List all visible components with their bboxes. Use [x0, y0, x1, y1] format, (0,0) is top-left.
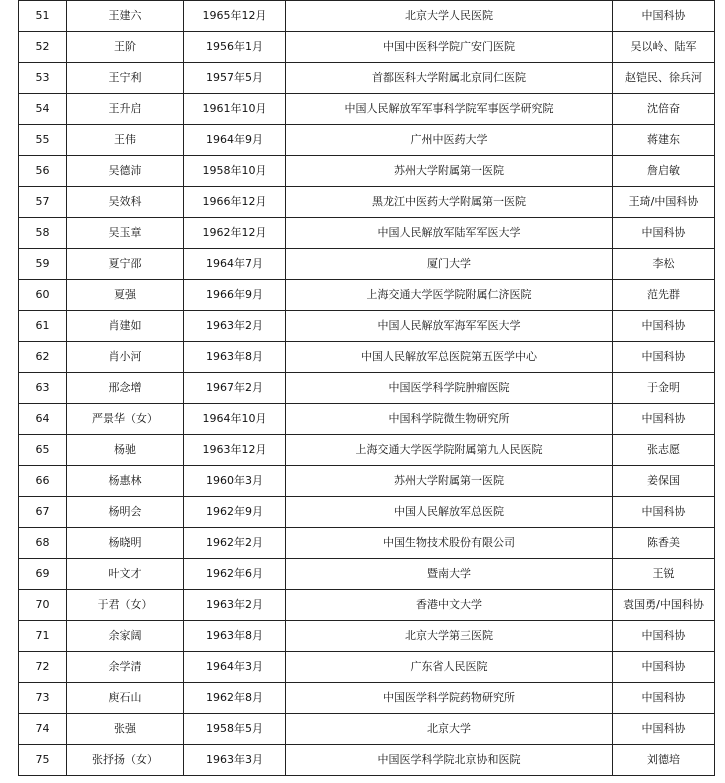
- name-cell: 余学清: [67, 652, 184, 683]
- recommender-cell: 中国科协: [613, 621, 715, 652]
- name-cell: 张抒扬（女）: [67, 745, 184, 776]
- serial-number-cell: 53: [19, 63, 67, 94]
- birth-date-cell: 1963年8月: [184, 621, 286, 652]
- serial-number-cell: 68: [19, 528, 67, 559]
- work-unit-cell: 中国中医科学院广安门医院: [286, 32, 613, 63]
- recommender-cell: 中国科协: [613, 311, 715, 342]
- table-row: [19, 187, 715, 218]
- table-row: [19, 652, 715, 683]
- table-row: [19, 528, 715, 559]
- recommender-cell: 中国科协: [613, 683, 715, 714]
- table-row: [19, 125, 715, 156]
- recommender-cell: 中国科协: [613, 404, 715, 435]
- table-row: [19, 280, 715, 311]
- work-unit-cell: 苏州大学附属第一医院: [286, 156, 613, 187]
- name-cell: 余家阔: [67, 621, 184, 652]
- serial-number-cell: 75: [19, 745, 67, 776]
- birth-date-cell: 1965年12月: [184, 1, 286, 32]
- work-unit-cell: 香港中文大学: [286, 590, 613, 621]
- birth-date-cell: 1966年12月: [184, 187, 286, 218]
- recommender-cell: 姜保国: [613, 466, 715, 497]
- recommender-cell: 赵铠民、徐兵河: [613, 63, 715, 94]
- table-row: [19, 590, 715, 621]
- table-row: [19, 497, 715, 528]
- recommender-cell: 于金明: [613, 373, 715, 404]
- birth-date-cell: 1961年10月: [184, 94, 286, 125]
- serial-number-cell: 72: [19, 652, 67, 683]
- name-cell: 杨惠林: [67, 466, 184, 497]
- candidate-list-sheet: [18, 0, 714, 776]
- serial-number-cell: 73: [19, 683, 67, 714]
- recommender-cell: 中国科协: [613, 342, 715, 373]
- birth-date-cell: 1964年3月: [184, 652, 286, 683]
- serial-number-cell: 55: [19, 125, 67, 156]
- birth-date-cell: 1963年2月: [184, 590, 286, 621]
- name-cell: 王伟: [67, 125, 184, 156]
- serial-number-cell: 57: [19, 187, 67, 218]
- name-cell: 杨驰: [67, 435, 184, 466]
- birth-date-cell: 1963年2月: [184, 311, 286, 342]
- recommender-cell: 中国科协: [613, 1, 715, 32]
- name-cell: 杨明会: [67, 497, 184, 528]
- table-row: [19, 1, 715, 32]
- recommender-cell: 中国科协: [613, 652, 715, 683]
- serial-number-cell: 56: [19, 156, 67, 187]
- work-unit-cell: 中国医学科学院肿瘤医院: [286, 373, 613, 404]
- birth-date-cell: 1963年3月: [184, 745, 286, 776]
- work-unit-cell: 北京大学: [286, 714, 613, 745]
- table-row: [19, 714, 715, 745]
- table-row: [19, 311, 715, 342]
- serial-number-cell: 51: [19, 1, 67, 32]
- birth-date-cell: 1963年8月: [184, 342, 286, 373]
- name-cell: 肖建如: [67, 311, 184, 342]
- work-unit-cell: 广州中医药大学: [286, 125, 613, 156]
- serial-number-cell: 54: [19, 94, 67, 125]
- name-cell: 王建六: [67, 1, 184, 32]
- work-unit-cell: 上海交通大学医学院附属仁济医院: [286, 280, 613, 311]
- work-unit-cell: 黑龙江中医药大学附属第一医院: [286, 187, 613, 218]
- table-row: [19, 745, 715, 776]
- work-unit-cell: 北京大学人民医院: [286, 1, 613, 32]
- birth-date-cell: 1962年12月: [184, 218, 286, 249]
- name-cell: 庾石山: [67, 683, 184, 714]
- table-row: [19, 683, 715, 714]
- name-cell: 吴德沛: [67, 156, 184, 187]
- work-unit-cell: 中国医学科学院北京协和医院: [286, 745, 613, 776]
- table-row: [19, 249, 715, 280]
- table-row: [19, 404, 715, 435]
- name-cell: 邢念增: [67, 373, 184, 404]
- name-cell: 杨晓明: [67, 528, 184, 559]
- work-unit-cell: 中国人民解放军海军军医大学: [286, 311, 613, 342]
- recommender-cell: 中国科协: [613, 714, 715, 745]
- recommender-cell: 蒋建东: [613, 125, 715, 156]
- serial-number-cell: 62: [19, 342, 67, 373]
- name-cell: 肖小河: [67, 342, 184, 373]
- birth-date-cell: 1958年5月: [184, 714, 286, 745]
- table-row: [19, 156, 715, 187]
- birth-date-cell: 1966年9月: [184, 280, 286, 311]
- recommender-cell: 陈香美: [613, 528, 715, 559]
- serial-number-cell: 61: [19, 311, 67, 342]
- work-unit-cell: 暨南大学: [286, 559, 613, 590]
- serial-number-cell: 71: [19, 621, 67, 652]
- serial-number-cell: 59: [19, 249, 67, 280]
- birth-date-cell: 1964年9月: [184, 125, 286, 156]
- birth-date-cell: 1962年2月: [184, 528, 286, 559]
- serial-number-cell: 58: [19, 218, 67, 249]
- serial-number-cell: 67: [19, 497, 67, 528]
- name-cell: 王宁利: [67, 63, 184, 94]
- birth-date-cell: 1964年10月: [184, 404, 286, 435]
- work-unit-cell: 中国人民解放军军事科学院军事医学研究院: [286, 94, 613, 125]
- table-row: [19, 559, 715, 590]
- work-unit-cell: 首都医科大学附属北京同仁医院: [286, 63, 613, 94]
- birth-date-cell: 1964年7月: [184, 249, 286, 280]
- name-cell: 王阶: [67, 32, 184, 63]
- name-cell: 吴玉章: [67, 218, 184, 249]
- birth-date-cell: 1956年1月: [184, 32, 286, 63]
- table-row: [19, 94, 715, 125]
- recommender-cell: 刘德培: [613, 745, 715, 776]
- recommender-cell: 王琦/中国科协: [613, 187, 715, 218]
- name-cell: 于君（女）: [67, 590, 184, 621]
- recommender-cell: 中国科协: [613, 218, 715, 249]
- serial-number-cell: 64: [19, 404, 67, 435]
- work-unit-cell: 广东省人民医院: [286, 652, 613, 683]
- recommender-cell: 范先群: [613, 280, 715, 311]
- table-row: [19, 373, 715, 404]
- birth-date-cell: 1962年6月: [184, 559, 286, 590]
- serial-number-cell: 70: [19, 590, 67, 621]
- birth-date-cell: 1957年5月: [184, 63, 286, 94]
- recommender-cell: 詹启敏: [613, 156, 715, 187]
- table-row: [19, 466, 715, 497]
- work-unit-cell: 苏州大学附属第一医院: [286, 466, 613, 497]
- name-cell: 叶文才: [67, 559, 184, 590]
- table-row: [19, 342, 715, 373]
- recommender-cell: 沈倍奋: [613, 94, 715, 125]
- table-row: [19, 621, 715, 652]
- serial-number-cell: 60: [19, 280, 67, 311]
- work-unit-cell: 中国人民解放军总医院: [286, 497, 613, 528]
- birth-date-cell: 1958年10月: [184, 156, 286, 187]
- work-unit-cell: 北京大学第三医院: [286, 621, 613, 652]
- birth-date-cell: 1960年3月: [184, 466, 286, 497]
- recommender-cell: 中国科协: [613, 497, 715, 528]
- serial-number-cell: 52: [19, 32, 67, 63]
- serial-number-cell: 74: [19, 714, 67, 745]
- serial-number-cell: 65: [19, 435, 67, 466]
- serial-number-cell: 63: [19, 373, 67, 404]
- work-unit-cell: 中国医学科学院药物研究所: [286, 683, 613, 714]
- table-row: [19, 63, 715, 94]
- name-cell: 张强: [67, 714, 184, 745]
- work-unit-cell: 上海交通大学医学院附属第九人民医院: [286, 435, 613, 466]
- work-unit-cell: 中国生物技术股份有限公司: [286, 528, 613, 559]
- birth-date-cell: 1967年2月: [184, 373, 286, 404]
- name-cell: 吴效科: [67, 187, 184, 218]
- name-cell: 夏宁邵: [67, 249, 184, 280]
- recommender-cell: 李松: [613, 249, 715, 280]
- birth-date-cell: 1962年8月: [184, 683, 286, 714]
- table-row: [19, 435, 715, 466]
- work-unit-cell: 中国人民解放军总医院第五医学中心: [286, 342, 613, 373]
- serial-number-cell: 69: [19, 559, 67, 590]
- birth-date-cell: 1963年12月: [184, 435, 286, 466]
- work-unit-cell: 中国科学院微生物研究所: [286, 404, 613, 435]
- recommender-cell: 王锐: [613, 559, 715, 590]
- name-cell: 夏强: [67, 280, 184, 311]
- recommender-cell: 吴以岭、陆军: [613, 32, 715, 63]
- table-row: [19, 32, 715, 63]
- work-unit-cell: 厦门大学: [286, 249, 613, 280]
- name-cell: 严景华（女）: [67, 404, 184, 435]
- birth-date-cell: 1962年9月: [184, 497, 286, 528]
- recommender-cell: 袁国勇/中国科协: [613, 590, 715, 621]
- table-row: [19, 218, 715, 249]
- candidate-table-body: [19, 1, 715, 776]
- candidate-table: [18, 0, 715, 776]
- name-cell: 王升启: [67, 94, 184, 125]
- work-unit-cell: 中国人民解放军陆军军医大学: [286, 218, 613, 249]
- recommender-cell: 张志愿: [613, 435, 715, 466]
- serial-number-cell: 66: [19, 466, 67, 497]
